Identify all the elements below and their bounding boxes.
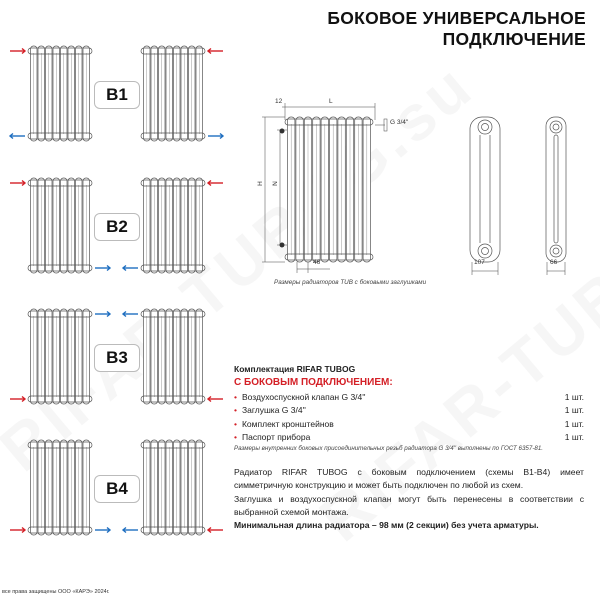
supply-arrow-icon (10, 528, 25, 533)
kit-section (234, 364, 584, 444)
return-arrow-icon (95, 528, 110, 533)
radiator-icon (141, 46, 205, 141)
supply-arrow-icon (208, 181, 223, 186)
kit-item (234, 404, 584, 418)
supply-arrow-icon (208, 49, 223, 54)
kit-item-name: • Воздухоспускной клапан G 3/4'' (234, 392, 366, 402)
return-arrow-icon (123, 312, 138, 317)
dim-thread: G 3/4'' (390, 119, 409, 126)
supply-arrow-icon (10, 49, 25, 54)
side-view-66 (546, 117, 566, 262)
thread-note: Размеры внутренних боковых присоединительных резьб радиатора G 3/4'' выполнены по ГОСТ 6357-81. (234, 445, 543, 452)
kit-item-name: • Комплект кронштейнов (234, 419, 334, 429)
kit-item-name: • Заглушка G 3/4'' (234, 405, 306, 415)
dim-46: 46 (313, 259, 321, 266)
radiator-icon (28, 46, 92, 141)
copyright: все права защищены ООО «КАРЭ» 2024г. (2, 589, 110, 595)
radiator-icon (28, 309, 92, 404)
description-p3: Минимальная длина радиатора – 98 мм (2 секции) без учета арматуры. (234, 520, 539, 531)
dim-H: H (256, 181, 264, 186)
scheme-label-b1: B1 (94, 81, 140, 109)
supply-arrow-icon (10, 181, 25, 186)
dim-12: 12 (275, 98, 283, 105)
radiator-icon (28, 178, 92, 273)
side-view-107 (470, 117, 500, 262)
radiator-icon (141, 178, 205, 273)
scheme-label-b3: B3 (94, 344, 140, 372)
drawing-caption: Размеры радиаторов TUB с боковыми заглушками (274, 279, 427, 286)
kit-item-qty: 1 шт. (564, 391, 584, 402)
radiator-icon (285, 117, 373, 262)
kit-item-qty: 1 шт. (564, 405, 584, 416)
return-arrow-icon (208, 134, 223, 139)
supply-arrow-icon (208, 397, 223, 402)
kit-item-qty: 1 шт. (564, 432, 584, 443)
radiator-icon (28, 440, 92, 535)
supply-arrow-icon (10, 397, 25, 402)
return-arrow-icon (95, 312, 110, 317)
kit-heading: Комплектация RIFAR TUBOG (234, 364, 356, 374)
kit-subheading: С БОКОВЫМ ПОДКЛЮЧЕНИЕМ: (234, 377, 393, 388)
kit-item-name: • Паспорт прибора (234, 432, 310, 442)
kit-item-qty: 1 шт. (564, 418, 584, 429)
dim-N: N (271, 181, 279, 186)
kit-item (234, 417, 584, 431)
radiator-icon (141, 440, 205, 535)
dim-L: L (329, 98, 333, 105)
kit-item (234, 390, 584, 404)
return-arrow-icon (95, 266, 110, 271)
scheme-label-b4: B4 (94, 475, 140, 503)
page-title (327, 8, 586, 50)
return-arrow-icon (10, 134, 25, 139)
kit-item (234, 431, 584, 445)
scheme-label-b2: B2 (94, 213, 140, 241)
plug-icon (280, 243, 285, 248)
description-p1: Радиатор RIFAR TUBOG с боковым подключением (схемы B1-B4) имеет симметричную конструкцию и может быть подключен по любой из схем. (234, 467, 584, 491)
title-line-1: БОКОВОЕ УНИВЕРСАЛЬНОЕ (327, 8, 586, 28)
description-p2: Заглушка и воздухоспускной клапан могут быть перенесены в соответствии с выбранной схемой монтажа. (234, 493, 584, 517)
dimension-drawing (260, 95, 600, 280)
title-line-2: ПОДКЛЮЧЕНИЕ (442, 29, 586, 49)
return-arrow-icon (123, 266, 138, 271)
radiator-icon (141, 309, 205, 404)
return-arrow-icon (123, 528, 138, 533)
plug-icon (280, 129, 285, 134)
description (234, 466, 584, 532)
dim-107: 107 (474, 259, 485, 266)
dim-66: 66 (550, 259, 558, 266)
supply-arrow-icon (208, 528, 223, 533)
